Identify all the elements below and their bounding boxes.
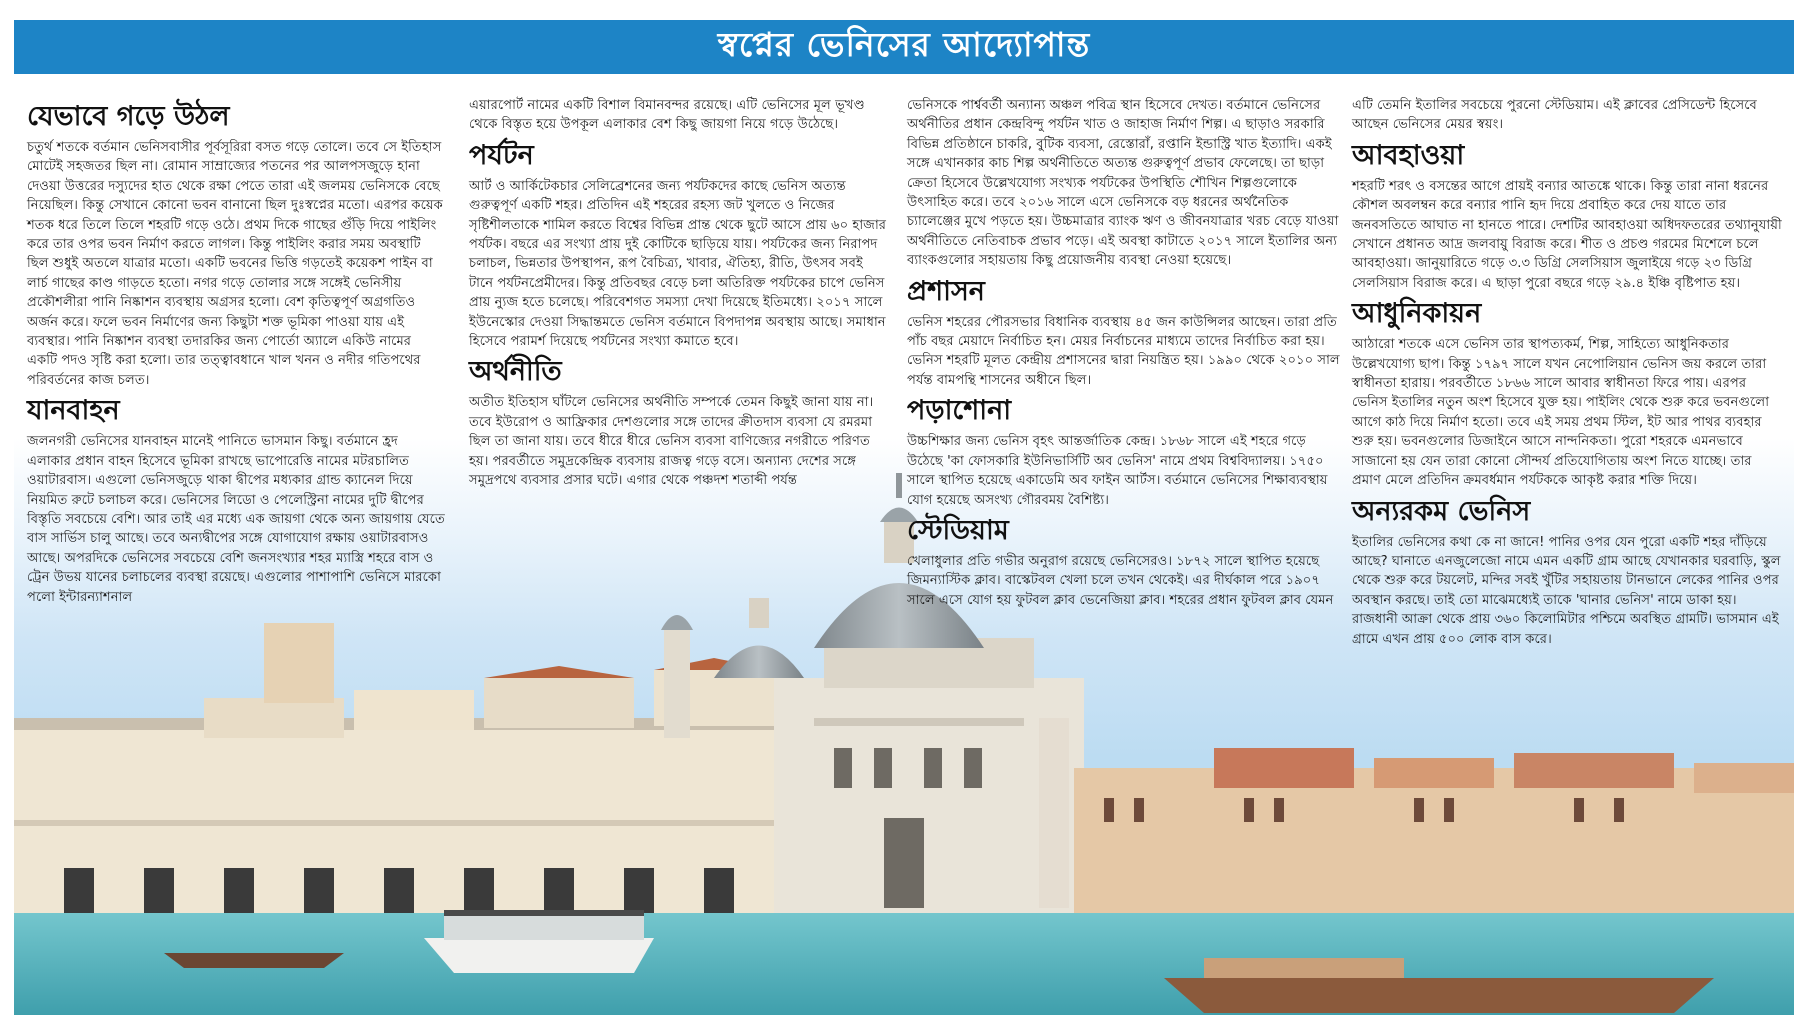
section-body-economy-continued: ভেনিসকে পার্শ্ববর্তী অন্যান্য অঞ্চল পবিত্র স্থান হিসেবে দেখত। বর্তমানে ভেনিসের অর্থনীতির প্রধান কেন্দ্রবিন্দু পর্যটন খাত ও জাহাজ নির্মাণ শিল্প। এ ছাড়াও সরকারি বিভিন্ন প্রতিষ্ঠানে চাকরি, বুটিক ব্যবসা, রেস্তোরাঁ, রপ্তানি ইন্ডাস্ট্রি খাত ইত্যাদি। একই সঙ্গে এখানকার কাচ শিল্প অর্থনীতিতে অত্যন্ত গুরুত্বপূর্ণ প্রভাব ফেলেছে। তা ছাড়া ক্রেতা হিসেবে উল্লেখযোগ্য সংখ্যক পর্যটকের উপস্থিতি শৌখিন শিল্পগুলোকে উৎসাহিত করে। তবে ২০১৬ সালে এসে ভেনিসকে বড় ধরনের অর্থনৈতিক চ্যালেঞ্জের মুখে পড়তে হয়। উচ্চমাত্রার ব্যাংক ঋণ ও জীবনযাত্রার খরচ বেড়ে যাওয়া অর্থনীতিতে নেতিবাচক প্রভাব পড়ে। এই অবস্থা কাটাতে ২০১৭ সালে ইতালির অন্য ব্যাংকগুলোর সহায়তায় কিছু প্রয়োজনীয় ব্যবস্থা নেওয়া হয়েছে। bbox=[907, 98, 1339, 269]
section-body-education: উচ্চশিক্ষার জন্য ভেনিস বৃহৎ আন্তর্জাতিক কেন্দ্র। ১৮৬৮ সালে এই শহরে গড়ে উঠেছে 'কা ফোসকারি ইউনিভার্সিটি অব ভেনিস' নামে প্রথম বিশ্ববিদ্যালয়। ১৭৫০ সালে স্থাপিত হয়েছে একাডেমি অব ফাইন আর্টস। বর্তমানে ভেনিসের শিক্ষাব্যবস্থায় যোগ হয়েছে অসংখ্য গৌরবময় বৈশিষ্ট্য। bbox=[907, 434, 1328, 508]
section-heading-tourism: পর্যটন bbox=[469, 139, 534, 171]
right-town bbox=[1039, 718, 1794, 918]
section-heading-economy: অর্থনীতি bbox=[469, 356, 562, 388]
column-3 bbox=[907, 96, 1345, 614]
section-body-economy: অতীত ইতিহাস ঘাঁটলে ভেনিসের অর্থনীতি সম্পর্কে তেমন কিছুই জানা যায় না। তবে ইউরোপ ও আফ্রিকার দেশগুলোর সঙ্গে তাদের ক্রীতদাস ব্যবসা যে রমরমা ছিল তা জানা যায়। তবে ধীরে ধীরে ভেনিস ব্যবসা বাণিজ্যের নগরীতে পরিণত হয়। পরবর্তীতে সমুদ্রকেন্দ্রিক ব্যবসায় রাজত্ব গড়ে বসে। অন্যান্য দেশের সঙ্গে সমুদ্রপথে ব্যবসার প্রসার ঘটে। এগার থেকে পঞ্চদশ শতাব্দী পর্যন্ত bbox=[469, 395, 874, 489]
section-heading-other-venice: অন্যরকম ভেনিস bbox=[1352, 495, 1531, 527]
section-body-stadium-continued: এটি তেমনি ইতালির সবচেয়ে পুরনো স্টেডিয়াম। এই ক্লাবের প্রেসিডেন্ট হিসেবে আছেন ভেনিসের মেয়র স্বয়ং। bbox=[1352, 98, 1757, 133]
article-page bbox=[14, 78, 1794, 1015]
section-body-airport-continued: এয়ারপোর্ট নামের একটি বিশাল বিমানবন্দর রয়েছে। এটি ভেনিসের মূল ভূখণ্ড থেকে বিস্তৃত হয়ে উপকূল এলাকার বেশ কিছু জায়গা নিয়ে গড়ে উঠেছে। bbox=[469, 98, 865, 133]
section-body-tourism: আর্ট ও আর্কিটেকচার সেলিব্রেশনের জন্য পর্যটকদের কাছে ভেনিস অত্যন্ত গুরুত্বপূর্ণ একটি শহর। প্রতিদিন এই শহরের রহস্য জট খুলতে ও নিজের সৃষ্টিশীলতাকে শামিল করতে বিশ্বের বিভিন্ন প্রান্ত থেকে ছুটে আসে প্রায় ৬০ হাজার পর্যটক। বছরে এর সংখ্যা প্রায় দুই কোটিকে ছাড়িয়ে যায়। পর্যটকের জন্য নিরাপদ চলাচল, ভিন্নতার উপস্থাপন, রূপ বৈচিত্র্য, খাবার, ঐতিহ্য, রীতি, উৎসব সবই টানে পর্যটনপ্রেমীদের। কিন্তু প্রতিবছর বেড়ে চলা অতিরিক্ত পর্যটকের চাপে ভেনিস প্রায় ন্যুজ হতে চলেছে। পরিবেশগত সমস্যা দেখা দিয়েছে ইতিমধ্যে। ২০১৭ সালে ইউনেস্কোর দেওয়া সিদ্ধান্তমতে ভেনিস বর্তমানে বিপদাপন্ন অবস্থায় আছে। সমাধান হিসেবে পরামর্শ দিয়েছে পর্যটনের সংখ্যা কমাতে হবে। bbox=[469, 178, 887, 350]
section-body-climate: শহরটি শরৎ ও বসন্তের আগে প্রায়ই বন্যার আতঙ্কে থাকে। কিন্তু তারা নানা ধরনের কৌশল অবলম্বন করে বন্যার পানি হৃদ দিয়ে প্রবাহিত করে দেয় যাতে তার জনবসতিতে আঘাত না হানতে পারে। দেশটির আবহাওয়া অধিদফতরের তথ্যানুযায়ী সেখানে প্রধানত আদ্র জলবায়ু বিরাজ করে। শীত ও প্রচণ্ড গরমের মিশেলে চলে আবহাওয়া। জানুয়ারিতে গড়ে ৩.৩ ডিগ্রি সেলসিয়াস জুলাইয়ে গড়ে ২৩ ডিগ্রি সেলসিয়াস বিরাজ করে। এ ছাড়া পুরো বছরে গড়ে ২৯.৪ ইঞ্চি বৃষ্টিপাত হয়। bbox=[1352, 178, 1782, 291]
section-body-other-venice: ইতালির ভেনিসের কথা কে না জানে! পানির ওপর যেন পুরো একটি শহর দাঁড়িয়ে আছে? ঘানাতে এনজুলেজো নামে এমন একটি গ্রাম আছে যেখানকার ঘরবাড়ি, স্কুল থেকে শুরু করে টয়লেট, মন্দির সবই খুঁটির সহায়তায় টানভানে লেকের পানির ওপর অবস্থান করছে। তাই তো মাঝেমধ্যেই তাকে 'ঘানার ভেনিস' নামে ডাকা হয়। রাজধানী আক্রা থেকে প্রায় ৩৬০ কিলোমিটার পশ্চিমে অবস্থিত গ্রামটি। ভাসমান এই গ্রামে এখন প্রায় ৫০০ লোক বাস করে। bbox=[1352, 534, 1781, 647]
section-heading-history: যেভাবে গড়ে উঠল bbox=[27, 101, 230, 132]
section-body-transport: জলনগরী ভেনিসের যানবাহন মানেই পানিতে ভাসমান কিছু। বর্তমানে হ্রদ এলাকার প্রধান বাহন হিসেবে ভূমিকা রাখছে ভাপোরেত্তি নামের মটরচালিত ওয়াটারবাস। এগুলো ভেনিসজুড়ে থাকা দ্বীপের মধ্যকার গ্রান্ড ক্যানেল দিয়ে নিয়মিত রুটে চলাচল করে। ভেনিসের লিডো ও পেলেস্ট্রিনা নামের দুটি দ্বীপের বিস্তৃতি সবচেয়ে বেশি। আর তাই এর মধ্যে এক জায়গা থেকে অন্য জায়গায় যেতে বাস সার্ভিস চালু আছে। তবে অন্যদ্বীপের সঙ্গে যোগাযোগ রক্ষায় ওয়াটারবাসও আছে। অপরদিকে ভেনিসের সবচেয়ে বেশি জনসংখ্যার শহর ম্যাস্ত্রি শহরে বাস ও ট্রেন উভয় যানের চলাচলের ব্যবস্থা রয়েছে। এগুলোর পাশাপাশি ভেনিসে মারকো পলো ইন্টারন্যাশনাল bbox=[27, 434, 445, 605]
title-banner bbox=[14, 20, 1794, 74]
section-body-modernization: আঠারো শতকে এসে ভেনিস তার স্থাপত্যকর্ম, শিল্প, সাহিত্যে আধুনিকতার উল্লেখযোগ্য ছাপ। কিন্তু ১৭৯৭ সালে যখন নেপোলিয়ান ভেনিস জয় করলে তারা স্বাধীনতা হারায়। পরবর্তীতে ১৮৬৬ সালে আবার স্বাধীনতা ফিরে পায়। এরপর ভেনিস ইতালির নতুন অংশ হিসেবে যুক্ত হয়। পাইলিং থেকে শুরু করে ভবনগুলো আগে কাঠ দিয়ে নির্মাণ হতো। তবে এই সময় প্রথম স্টিল, ইট আর পাথর ব্যবহার শুরু হয়। ভবনগুলোর ডিজাইনে আসে নান্দনিকতা। পুরো শহরকে এমনভাবে সাজানো হয় যেন তারা কোনো সৌন্দর্য প্রতিযোগিতায় অংশ নিতে যাচ্ছে। তার প্রমাণ মেলে প্রতিদিন ক্রমবর্ধমান পর্যটককে আকৃষ্ট করার শক্তি দিয়ে। bbox=[1352, 337, 1770, 489]
column-4 bbox=[1352, 96, 1784, 653]
section-heading-education: পড়াশোনা bbox=[907, 395, 1012, 427]
section-body-stadium: খেলাধুলার প্রতি গভীর অনুরাগ রয়েছে ভেনিসেরও। ১৮৭২ সালে স্থাপিত হয়েছে জিমন্যাস্টিক ক্লাব। বাস্কেটবল খেলা চলে তখন থেকেই। এর দীর্ঘকাল পরে ১৯০৭ সালে এসে যোগ হয় ফুটবল ক্লাব ভেনেজিয়া ক্লাব। শহরের প্রধান ফুটবল ক্লাব যেমন bbox=[907, 553, 1334, 608]
section-heading-climate: আবহাওয়া bbox=[1352, 139, 1465, 171]
column-2 bbox=[469, 96, 889, 495]
section-heading-stadium: স্টেডিয়াম bbox=[907, 514, 1009, 546]
section-body-administration: ভেনিস শহরের পৌরসভার বিধানিক ব্যবস্থায় ৪৫ জন কাউন্সিলর আছেন। তারা প্রতি পাঁচ বছর মেয়াদে নির্বাচিত হন। মেয়র নির্বাচনের মাধ্যমে তাদের নির্বাচিত করা হয়। ভেনিস শহরটি মূলত কেন্দ্রীয় প্রশাসনের দ্বারা নিয়ন্ত্রিত হয়। ১৯৯০ থেকে ২০১০ সাল পর্যন্ত বামপন্থি শাসনের অধীনে ছিল। bbox=[907, 314, 1340, 388]
page-title: স্বপ্নের ভেনিসের আদ্যোপান্ত bbox=[717, 25, 1091, 64]
section-body-history: চতুর্থ শতকে বর্তমান ভেনিসবাসীর পূর্বসূরিরা বসত গড়ে তোলে। তবে সে ইতিহাস মোটেই সহজতর ছিল না। রোমান সাম্রাজ্যের পতনের পর আলপসজুড়ে হানা দেওয়া উত্তরের দস্যুদের হাত থেকে রক্ষা পেতে তারা এই জলময় ভেনিসকে বেছে নিয়েছিল। কিন্তু সেখানে কোনো ভবন বানানো ছিল দুঃস্বপ্নের মতো। এরপর কয়েক শতক ধরে তিলে তিলে শহরটি গড়ে ওঠে। প্রথম দিকে গাছের গুঁড়ি দিয়ে পাইলিং করে তার ওপর ভবন নির্মাণ করতে লাগল। কিন্তু পাইলিং করার সময় অবস্থাটি ছিল শুধুই অতলে যাত্রার মতো। একটি ভবনের ভিত্তি গড়তেই কয়েকশ পাইন বা লার্চ গাছের কাণ্ড গাড়তে হতো। নগর গড়ে তোলার সঙ্গে সঙ্গেই ভেনিসীয় প্রকৌশলীরা পানি নিষ্কাশন ব্যবস্থায় অগ্রসর হলো। বেশ কৃতিত্বপূর্ণ অগ্রগতিও অর্জন করে। ফলে ভবন নির্মাণের জন্য কিছুটা শক্ত ভূমিকা পাওয়া যায় এই ব্যবস্থার। পানি নিষ্কাশন ব্যবস্থা তদারকির জন্য পোর্তো অ্যালে একিউ নামের একটি পদও সৃষ্টি করা হলো। তার তত্ত্বাবধানে খাল খনন ও নদীর গতিপথের পরিবর্তনের কাজ চলত। bbox=[27, 140, 443, 388]
column-1 bbox=[27, 96, 445, 611]
customs-building bbox=[14, 718, 774, 915]
section-heading-modernization: আধুনিকায়ন bbox=[1352, 298, 1482, 330]
section-heading-administration: প্রশাসন bbox=[907, 275, 985, 307]
section-heading-transport: যানবাহন bbox=[27, 395, 120, 427]
